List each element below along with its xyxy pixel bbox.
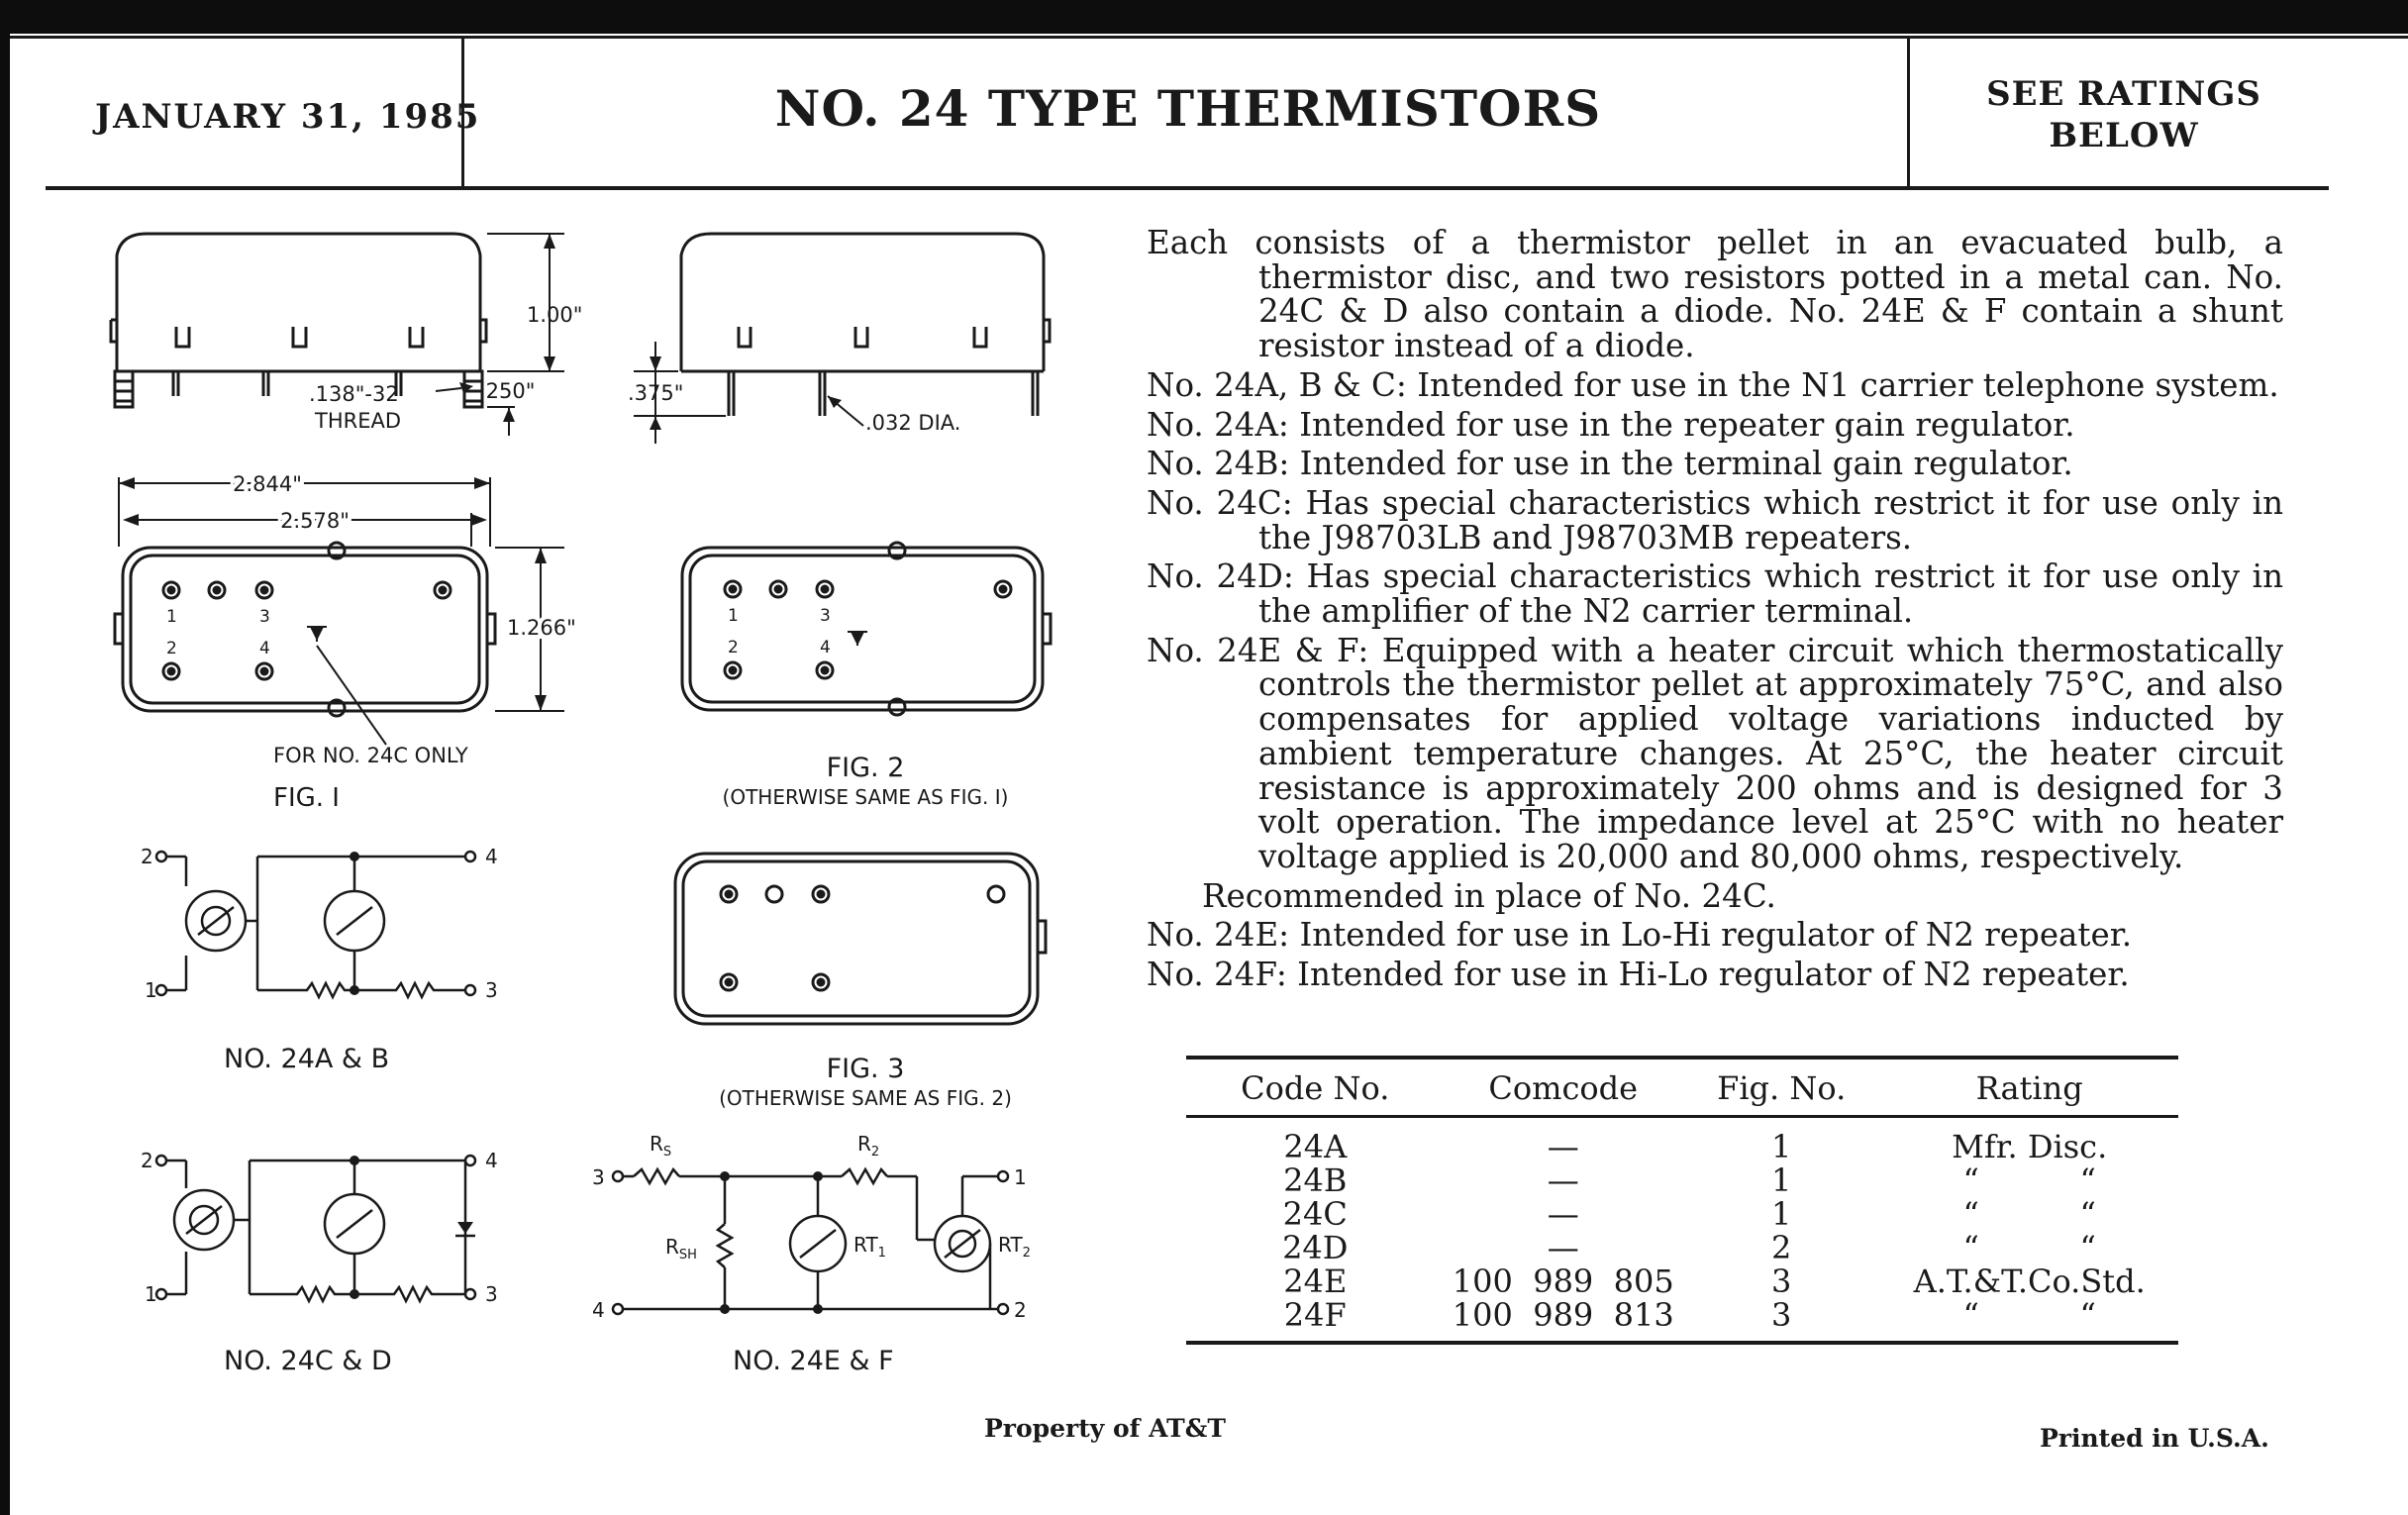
- cell-comcode: —: [1547, 1128, 1579, 1165]
- table-row: [1186, 1298, 2178, 1332]
- cell-comcode: —: [1547, 1195, 1579, 1233]
- fig2-pin-3: 3: [820, 606, 831, 626]
- rs-label: [650, 1132, 671, 1160]
- col-header-rating: Rating: [1880, 1061, 2178, 1117]
- desc-24b: No. 24B: Intended for use in the terminal gain regulator.: [1147, 445, 2073, 483]
- cell-rating: A.T.&T.Co.Std.: [1913, 1262, 2146, 1300]
- cell-code: 24B: [1283, 1162, 1348, 1199]
- dim-250-label: .250": [479, 379, 536, 403]
- dim-height-label: 1.00": [527, 303, 583, 327]
- sch-24ab-pin-3: 3: [485, 978, 498, 1002]
- cell-comcode: —: [1547, 1229, 1579, 1266]
- page-title: NO. 24 TYPE THERMISTORS: [774, 79, 1602, 138]
- desc-recommended: Recommended in place of No. 24C.: [1202, 876, 1776, 915]
- header-date: JANUARY 31, 1985: [95, 97, 481, 137]
- cell-fig: 3: [1771, 1262, 1792, 1300]
- dim-1266-label: 1.266": [507, 616, 576, 640]
- fig2-pin-2: 2: [728, 638, 739, 657]
- table-header-row: [1186, 1061, 2178, 1117]
- dim-2578-label: 2.578": [280, 509, 350, 533]
- cell-rating: “ “: [1962, 1296, 2096, 1334]
- schematic-24cd: [156, 1156, 475, 1301]
- desc-general: Each consists of a thermistor pellet in an evacuated bulb, a thermistor disc, and two resistors potted in a metal can. No. 24C & D also contain a diode. No. 24E & F contain a shunt resistor instead of a diode.: [1147, 224, 2283, 365]
- col-header-comcode: Comcode: [1445, 1061, 1682, 1117]
- rt1-subscript: 1: [877, 1246, 886, 1261]
- dim-2844-label: 2.844": [233, 472, 302, 496]
- cell-code: 24E: [1283, 1262, 1348, 1300]
- fig1-pin-4: 4: [259, 639, 270, 658]
- dim-thread-word: THREAD: [315, 409, 402, 433]
- fig3-note: (OTHERWISE SAME AS FIG. 2): [719, 1086, 1012, 1110]
- fig2-note: (OTHERWISE SAME AS FIG. I): [722, 785, 1009, 809]
- r2-label: [857, 1132, 879, 1160]
- table-row: [1186, 1264, 2178, 1298]
- cell-rating: “ “: [1962, 1195, 2096, 1233]
- sch-24ab-label: NO. 24A & B: [224, 1044, 390, 1074]
- col-header-code: Code No.: [1186, 1061, 1445, 1117]
- fig2-caption: FIG. 2: [826, 753, 905, 783]
- rt2-letters: RT: [998, 1233, 1023, 1257]
- sch-24cd-label: NO. 24C & D: [224, 1346, 392, 1376]
- fig1-caption: FIG. I: [273, 783, 340, 813]
- dim-032-label: .032 DIA.: [865, 411, 961, 435]
- fig3-top-view: [675, 854, 1046, 1024]
- table-row: [1186, 1231, 2178, 1264]
- r2-letter: R: [857, 1132, 871, 1156]
- cell-comcode: 100 989 813: [1452, 1296, 1674, 1334]
- cell-code: 24D: [1282, 1229, 1349, 1266]
- footer-property: Property of AT&T: [984, 1414, 1226, 1443]
- fig1-pin-1: 1: [166, 607, 177, 627]
- fig1-pin-2: 2: [166, 639, 177, 658]
- for-24c-callout: FOR NO. 24C ONLY: [273, 744, 468, 767]
- desc-24ef: No. 24E & F: Equipped with a heater circuit which thermostatically controls the thermistor pellet at approximately 75°C, and also compensates for applied voltage variations inducted by ambient temperature changes. At 25°C, the heater circuit resistance is approximately 200 ohms and is designed for 3 volt operation. The impedance level at 25°C with no heater voltage applied is 20,000 and 80,000 ohms, respectively.: [1147, 631, 2283, 875]
- sch-24cd-pin-1: 1: [145, 1282, 157, 1306]
- sch-24ef-pin-1: 1: [1014, 1165, 1027, 1189]
- fig3-caption: FIG. 3: [826, 1054, 905, 1084]
- table-row: [1186, 1197, 2178, 1231]
- desc-24a: No. 24A: Intended for use in the repeater gain regulator.: [1147, 405, 2075, 444]
- sch-24ef-pin-3: 3: [592, 1165, 605, 1189]
- cell-rating: “ “: [1962, 1229, 2096, 1266]
- sch-24ab-pin-1: 1: [145, 978, 157, 1002]
- sch-24ab-pin-2: 2: [141, 845, 153, 868]
- cell-rating: Mfr. Disc.: [1952, 1128, 2108, 1165]
- table-bottom-rule: [1186, 1341, 2178, 1345]
- desc-24e: No. 24E: Intended for use in Lo-Hi regulator of N2 repeater.: [1147, 916, 2133, 955]
- rs-subscript: S: [662, 1145, 672, 1160]
- cell-comcode: 100 989 805: [1452, 1262, 1674, 1300]
- desc-24abc: No. 24A, B & C: Intended for use in the N1 carrier telephone system.: [1147, 365, 2279, 404]
- cell-fig: 2: [1771, 1229, 1792, 1266]
- r2-subscript: 2: [870, 1145, 880, 1160]
- rs-letter: R: [650, 1132, 663, 1156]
- fig2-side-view: [634, 234, 1050, 444]
- cell-fig: 1: [1771, 1162, 1792, 1199]
- desc-24d: No. 24D: Has special characteristics which restrict it for use only in the amplifier of the N2 carrier terminal.: [1147, 557, 2283, 631]
- rsh-subscript: SH: [678, 1248, 697, 1262]
- desc-24c: No. 24C: Has special characteristics which restrict it for use only in the J98703LB and J98703MB repeaters.: [1147, 483, 2283, 556]
- cell-code: 24A: [1283, 1128, 1348, 1165]
- desc-24f: No. 24F: Intended for use in Hi-Lo regulator of N2 repeater.: [1147, 956, 2130, 994]
- table-top-rule: [1186, 1056, 2178, 1060]
- rt1-letters: RT: [853, 1233, 878, 1257]
- description-block: [1147, 226, 2283, 997]
- rsh-label: [665, 1235, 697, 1262]
- sch-24cd-pin-3: 3: [485, 1282, 498, 1306]
- sch-24cd-pin-2: 2: [141, 1149, 153, 1172]
- fig2-pin-4: 4: [820, 638, 831, 657]
- col-header-fig: Fig. No.: [1682, 1061, 1880, 1117]
- cell-fig: 3: [1771, 1296, 1792, 1334]
- fig2-pin-1: 1: [728, 606, 739, 626]
- cell-rating: “ “: [1962, 1162, 2096, 1199]
- table-row: [1186, 1117, 2178, 1164]
- ratings-table: [1186, 1061, 2178, 1332]
- schematic-24ab: [156, 852, 475, 997]
- sch-24ef-pin-2: 2: [1014, 1298, 1027, 1322]
- rt2-label: [998, 1233, 1031, 1261]
- rt2-subscript: 2: [1022, 1246, 1031, 1261]
- cell-fig: 1: [1771, 1128, 1792, 1165]
- rsh-letter: R: [665, 1235, 679, 1259]
- cell-fig: 1: [1771, 1195, 1792, 1233]
- cell-code: 24F: [1283, 1296, 1347, 1334]
- table-row: [1186, 1163, 2178, 1197]
- cell-comcode: —: [1547, 1162, 1579, 1199]
- fig1-pin-3: 3: [259, 607, 270, 627]
- fig2-top-view: [682, 543, 1051, 715]
- dim-375-label: .375": [628, 381, 684, 405]
- dim-thread-label: .138"-32: [309, 382, 399, 406]
- rt1-label: [853, 1233, 886, 1261]
- ratings-note-line-2: BELOW: [2049, 116, 2199, 155]
- cell-code: 24C: [1282, 1195, 1348, 1233]
- ratings-note-line-1: SEE RATINGS: [1986, 74, 2261, 114]
- footer-printed: Printed in U.S.A.: [2040, 1424, 2269, 1453]
- sch-24ef-label: NO. 24E & F: [733, 1346, 894, 1376]
- sch-24ab-pin-4: 4: [485, 845, 498, 868]
- sch-24ef-pin-4: 4: [592, 1298, 605, 1322]
- sch-24cd-pin-4: 4: [485, 1149, 498, 1172]
